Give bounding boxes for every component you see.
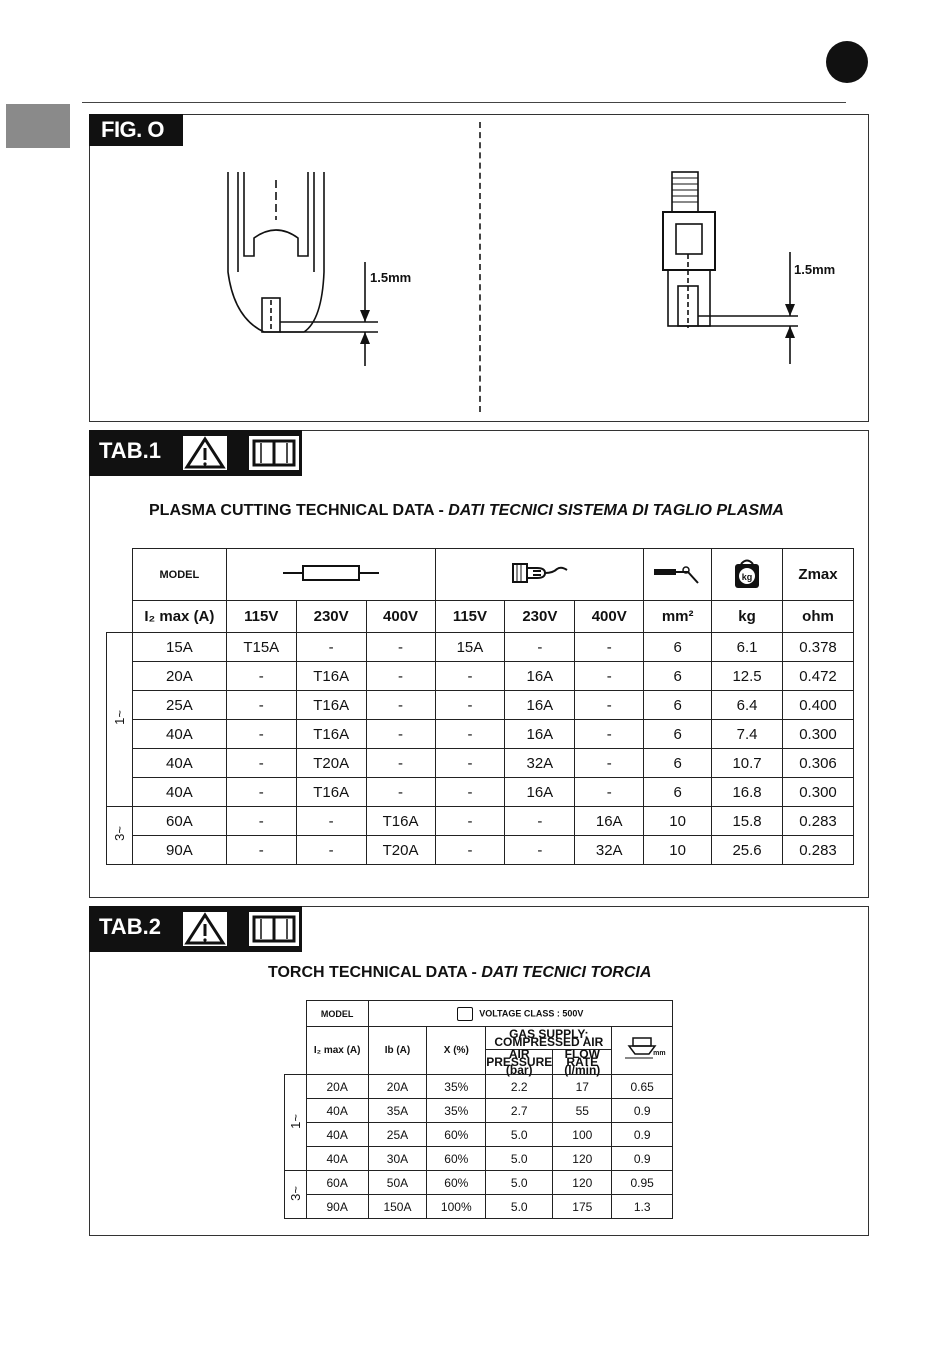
impedance-unit-header: ohm xyxy=(783,601,854,633)
table-cell: 6 xyxy=(644,633,712,662)
table-cell: - xyxy=(575,691,644,720)
phase-text: 3~ xyxy=(111,826,127,841)
table-row xyxy=(107,778,854,807)
table-cell: - xyxy=(296,633,366,662)
table-cell: 0.65 xyxy=(612,1075,673,1099)
table-cell: 100% xyxy=(427,1195,486,1219)
table-cell: 40A xyxy=(306,1147,368,1171)
manual-book-icon xyxy=(247,434,301,472)
table-cell: 15A xyxy=(132,633,226,662)
table-cell: 16.8 xyxy=(712,778,783,807)
table-cell: 0.283 xyxy=(783,836,854,865)
table-cell: 20A xyxy=(368,1075,427,1099)
imax-header: I₂ max (A) xyxy=(132,601,226,633)
table-cell: 6 xyxy=(644,749,712,778)
table-row xyxy=(107,749,854,778)
table-cell: T16A xyxy=(296,720,366,749)
table-cell: 6 xyxy=(644,662,712,691)
table-cell: - xyxy=(575,720,644,749)
table-row xyxy=(285,1171,673,1195)
torch-ib-header: Ib (A) xyxy=(368,1027,427,1075)
table-cell: 0.472 xyxy=(783,662,854,691)
table-cell: 2.2 xyxy=(486,1075,553,1099)
table-cell: - xyxy=(575,662,644,691)
table-row xyxy=(285,1147,673,1171)
tab1-title-italic: DATI TECNICI SISTEMA DI TAGLIO PLASMA xyxy=(448,502,784,519)
table-cell: - xyxy=(435,836,505,865)
table-cell: 16A xyxy=(505,662,575,691)
model-header: MODEL xyxy=(132,549,226,601)
table-row xyxy=(107,691,854,720)
tab1-title-main: PLASMA CUTTING TECHNICAL DATA - xyxy=(149,502,449,519)
table-cell: - xyxy=(296,836,366,865)
table-cell: 60% xyxy=(427,1123,486,1147)
measure-label-left: 1.5mm xyxy=(370,270,412,285)
table-cell: 16A xyxy=(505,778,575,807)
table-cell: 20A xyxy=(306,1075,368,1099)
table-cell: 40A xyxy=(132,720,226,749)
table-cell: 0.283 xyxy=(783,807,854,836)
table-row xyxy=(107,662,854,691)
table-cell: 60% xyxy=(427,1171,486,1195)
table-cell: 6.4 xyxy=(712,691,783,720)
table-cell: 35% xyxy=(427,1099,486,1123)
table-cell: 25A xyxy=(368,1123,427,1147)
table-cell: T20A xyxy=(296,749,366,778)
table-row xyxy=(285,1195,673,1219)
phase-text: 1~ xyxy=(287,1113,303,1129)
phase-text: 1~ xyxy=(111,710,127,725)
plug-115v-header: 115V xyxy=(435,601,505,633)
table-cell: 60A xyxy=(132,807,226,836)
table-cell: 6 xyxy=(644,691,712,720)
phase-single-label xyxy=(285,1075,307,1171)
cable-section-icon xyxy=(644,549,712,601)
air-pressure-header: AIR PRESSURE (bar) xyxy=(486,1047,553,1077)
table-cell: 0.9 xyxy=(612,1099,673,1123)
table-cell: 40A xyxy=(306,1099,368,1123)
tab2-title-main: TORCH TECHNICAL DATA - xyxy=(268,964,482,981)
table-cell: 32A xyxy=(505,749,575,778)
plug-400v-header: 400V xyxy=(575,601,644,633)
table-cell: - xyxy=(575,749,644,778)
table-cell: 32A xyxy=(575,836,644,865)
table-cell: 6.1 xyxy=(712,633,783,662)
nozzle-icon xyxy=(617,1036,667,1062)
table-row xyxy=(107,720,854,749)
table-cell: 120 xyxy=(553,1147,612,1171)
table-row xyxy=(285,1099,673,1123)
manual-book-icon xyxy=(247,910,301,948)
table-cell: - xyxy=(226,662,296,691)
weight-icon xyxy=(712,549,783,601)
table-cell: 90A xyxy=(306,1195,368,1219)
svg-text:kg: kg xyxy=(741,571,753,582)
table-cell: - xyxy=(226,778,296,807)
table-cell: 35A xyxy=(368,1099,427,1123)
table-cell: T16A xyxy=(296,691,366,720)
fuse-400v-header: 400V xyxy=(366,601,435,633)
table-cell: 40A xyxy=(132,749,226,778)
fuse-230v-header: 230V xyxy=(296,601,366,633)
torch-imax-header: I₂ max (A) xyxy=(306,1027,368,1075)
table-row xyxy=(107,633,854,662)
header-rule xyxy=(82,102,846,103)
table-cell: - xyxy=(575,778,644,807)
nozzle-unit: mm xyxy=(653,1050,666,1057)
table-cell: - xyxy=(366,749,435,778)
table-cell: 15.8 xyxy=(712,807,783,836)
plug-230v-header: 230V xyxy=(505,601,575,633)
table-cell: 40A xyxy=(306,1123,368,1147)
table-cell: 2.7 xyxy=(486,1099,553,1123)
table-cell: - xyxy=(435,720,505,749)
table-cell: 10.7 xyxy=(712,749,783,778)
table-cell: 90A xyxy=(132,836,226,865)
table-cell: 17 xyxy=(553,1075,612,1099)
table-cell: 30A xyxy=(368,1147,427,1171)
table-cell: 10 xyxy=(644,836,712,865)
table-cell: 150A xyxy=(368,1195,427,1219)
gas-supply-header: GAS SUPPLY: COMPRESSED AIR xyxy=(486,1027,612,1050)
table-row xyxy=(285,1075,673,1099)
table-cell: 16A xyxy=(505,720,575,749)
table-cell: - xyxy=(226,807,296,836)
figure-divider xyxy=(479,122,481,412)
plasma-data-rows xyxy=(107,633,854,865)
electrode-right-drawing xyxy=(650,168,810,368)
table-cell: 40A xyxy=(132,778,226,807)
table-cell: 0.378 xyxy=(783,633,854,662)
table-cell: 6 xyxy=(644,778,712,807)
table-cell: 35% xyxy=(427,1075,486,1099)
fuse-icon xyxy=(226,549,435,601)
table-cell: - xyxy=(366,691,435,720)
tab2-title-italic: DATI TECNICI TORCIA xyxy=(481,964,652,981)
table-cell: - xyxy=(226,836,296,865)
table-cell: 6 xyxy=(644,720,712,749)
torch-data-rows xyxy=(285,1075,673,1219)
table-cell: 5.0 xyxy=(486,1123,553,1147)
table-cell: 5.0 xyxy=(486,1171,553,1195)
table-cell: - xyxy=(366,633,435,662)
table-cell: 0.9 xyxy=(612,1147,673,1171)
phase-text: 3~ xyxy=(287,1185,303,1201)
torch-model-header: MODEL xyxy=(306,1001,368,1027)
language-tab xyxy=(6,104,70,148)
phase-three-label xyxy=(285,1171,307,1219)
measure-label-right: 1.5mm xyxy=(794,262,836,277)
table-cell: - xyxy=(435,691,505,720)
voltage-class-text: VOLTAGE CLASS : 500V xyxy=(479,1007,584,1018)
plasma-data-table xyxy=(106,548,854,865)
table-cell: - xyxy=(226,749,296,778)
voltage-class-header xyxy=(368,1001,672,1027)
table-cell: 25A xyxy=(132,691,226,720)
table-cell: T16A xyxy=(296,662,366,691)
warning-icon xyxy=(181,910,229,948)
table-cell: 20A xyxy=(132,662,226,691)
torch-icon xyxy=(457,1007,473,1021)
table-cell: 60% xyxy=(427,1147,486,1171)
table-cell: 55 xyxy=(553,1099,612,1123)
tab1-label: TAB.1 xyxy=(99,438,161,463)
fuse-115v-header: 115V xyxy=(226,601,296,633)
electrode-left-drawing xyxy=(200,160,440,370)
figure-label: FIG. O xyxy=(89,114,183,146)
table-cell: - xyxy=(296,807,366,836)
cable-unit-header: mm² xyxy=(644,601,712,633)
phase-three-label xyxy=(107,807,133,865)
table-cell: 1.3 xyxy=(612,1195,673,1219)
table-cell: T20A xyxy=(366,836,435,865)
table-cell: T16A xyxy=(366,807,435,836)
tab2-label: TAB.2 xyxy=(99,914,161,939)
table-cell: - xyxy=(505,633,575,662)
table-cell: 25.6 xyxy=(712,836,783,865)
table-cell: 50A xyxy=(368,1171,427,1195)
table-row xyxy=(285,1123,673,1147)
plug-icon xyxy=(435,549,644,601)
table-cell: 0.306 xyxy=(783,749,854,778)
phase-single-label xyxy=(107,633,133,807)
table-cell: 0.95 xyxy=(612,1171,673,1195)
flow-rate-header: FLOW RATE (l/min) xyxy=(553,1050,612,1075)
table-cell: - xyxy=(505,836,575,865)
table-cell: 0.300 xyxy=(783,720,854,749)
table-cell: - xyxy=(366,662,435,691)
table-cell: - xyxy=(575,633,644,662)
nozzle-header xyxy=(612,1027,673,1075)
table-cell: - xyxy=(435,749,505,778)
table-cell: 0.400 xyxy=(783,691,854,720)
zmax-header: Zmax xyxy=(783,549,854,601)
table-cell: 5.0 xyxy=(486,1147,553,1171)
table-cell: - xyxy=(435,807,505,836)
table-cell: 15A xyxy=(435,633,505,662)
tab1-title xyxy=(149,502,784,520)
table-cell: - xyxy=(226,720,296,749)
table-cell: T16A xyxy=(296,778,366,807)
table-cell: 100 xyxy=(553,1123,612,1147)
table-row xyxy=(107,807,854,836)
table-cell: - xyxy=(226,691,296,720)
table-cell: 7.4 xyxy=(712,720,783,749)
table-cell: - xyxy=(435,778,505,807)
table-cell: 175 xyxy=(553,1195,612,1219)
table-cell: 10 xyxy=(644,807,712,836)
torch-data-table xyxy=(284,1000,673,1219)
table-cell: 60A xyxy=(306,1171,368,1195)
table-cell: 16A xyxy=(505,691,575,720)
table-cell: 120 xyxy=(553,1171,612,1195)
table-cell: - xyxy=(435,662,505,691)
torch-duty-header: X (%) xyxy=(427,1027,486,1075)
table-cell: - xyxy=(505,807,575,836)
table-cell: 12.5 xyxy=(712,662,783,691)
table-cell: - xyxy=(366,720,435,749)
table-cell: T15A xyxy=(226,633,296,662)
table-row xyxy=(107,836,854,865)
table-cell: 0.9 xyxy=(612,1123,673,1147)
tab2-title xyxy=(268,964,651,982)
page-marker-dot xyxy=(826,41,868,83)
table-cell: 16A xyxy=(575,807,644,836)
table-cell: 5.0 xyxy=(486,1195,553,1219)
table-cell: 0.300 xyxy=(783,778,854,807)
warning-icon xyxy=(181,434,229,472)
weight-unit-header: kg xyxy=(712,601,783,633)
table-cell: - xyxy=(366,778,435,807)
